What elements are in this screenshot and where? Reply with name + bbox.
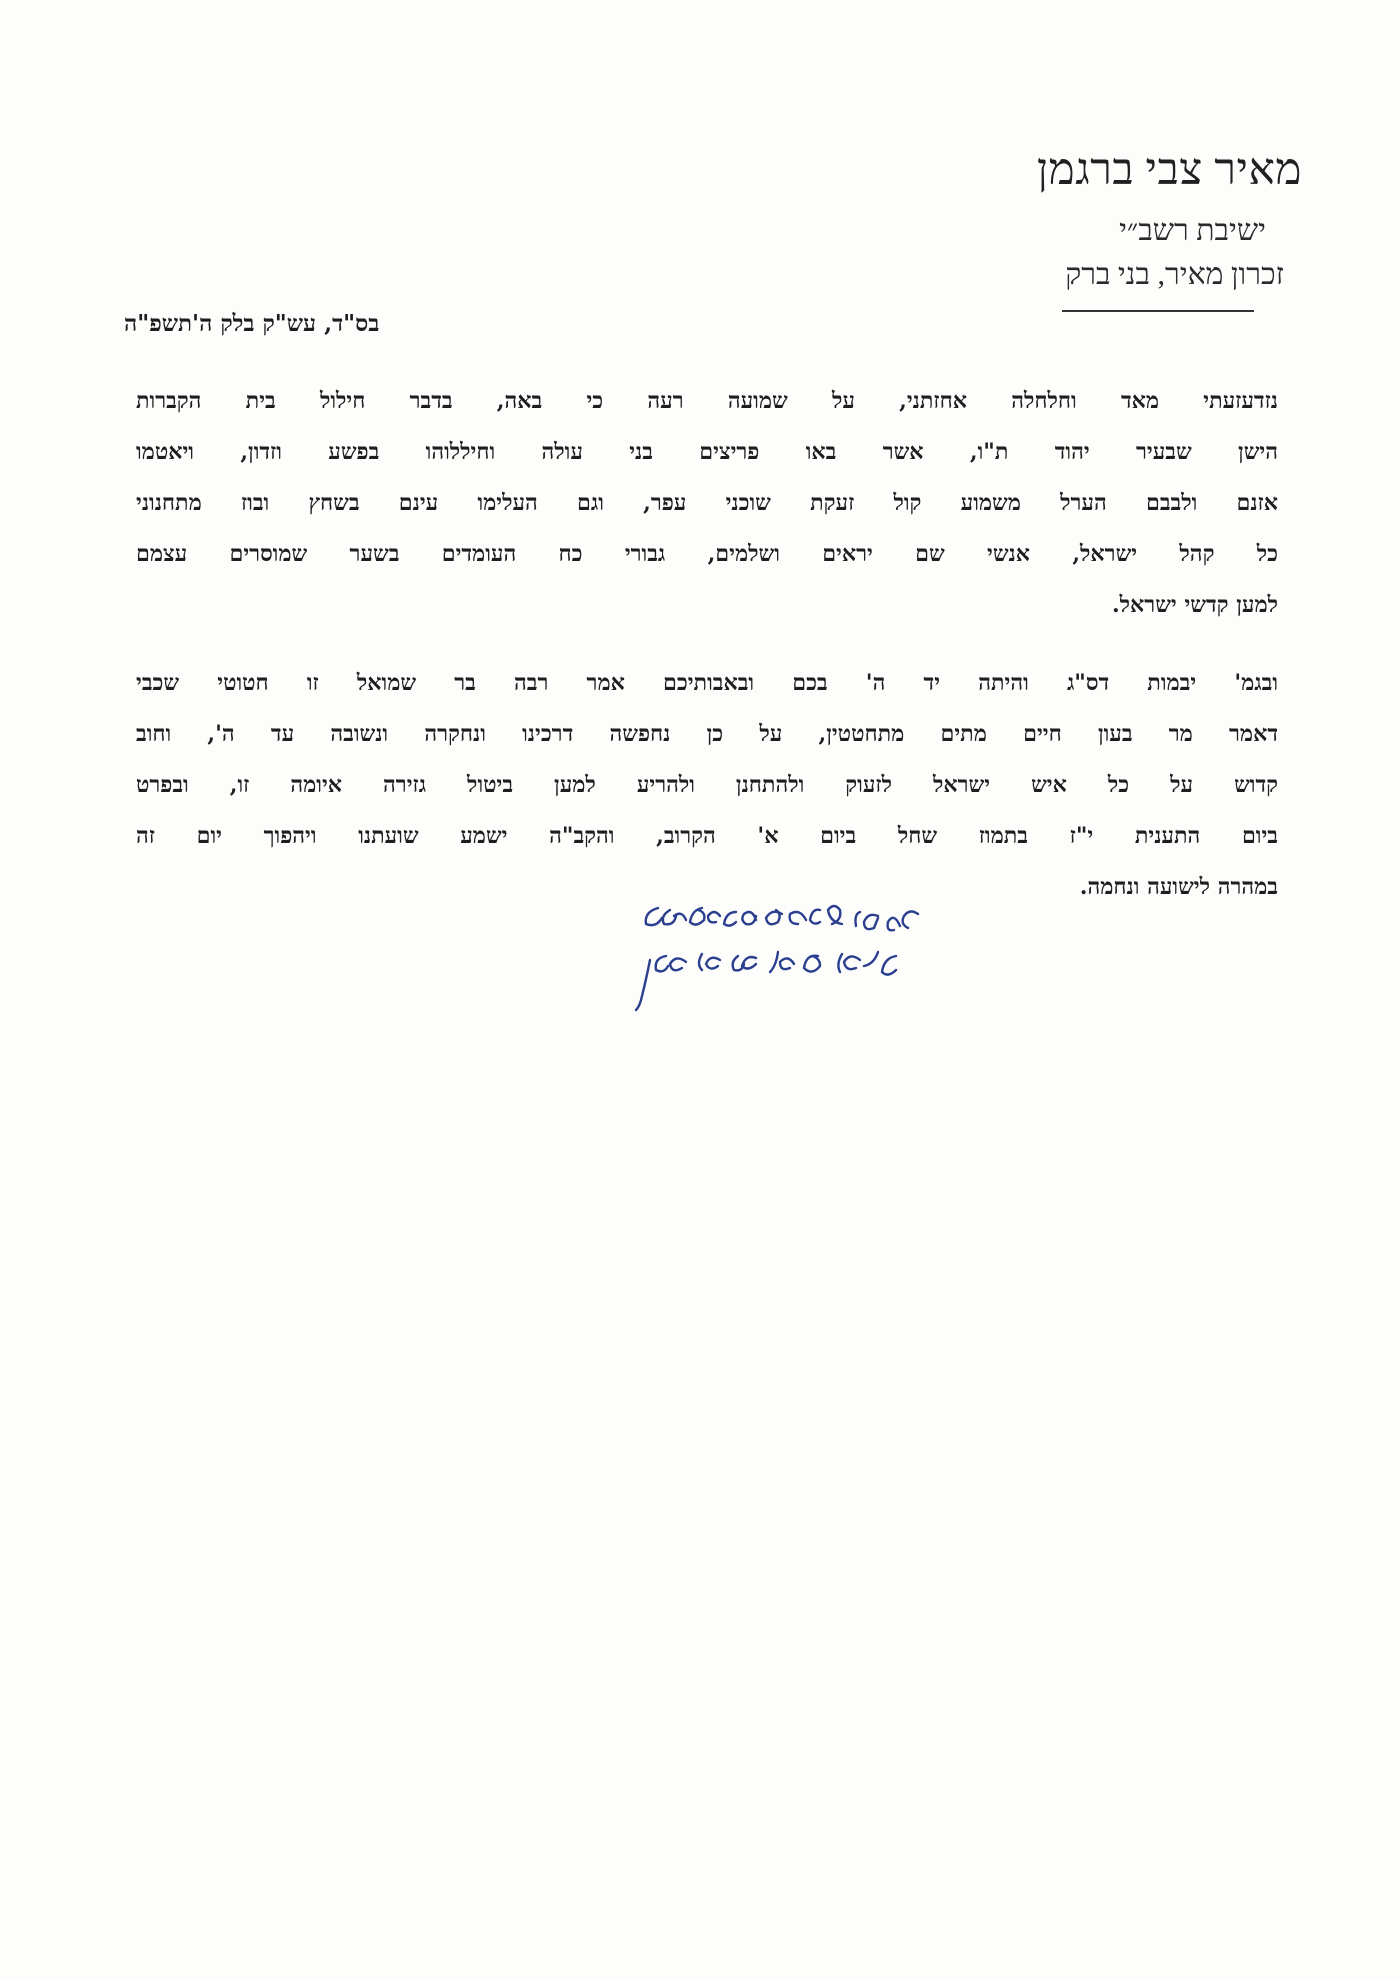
- body-line: ובגמ' יבמות דס"ג והיתה יד ה' בכם ובאבותיכם אמר רבה בר שמואל זו חטוטי שכבי: [136, 670, 1278, 696]
- body-line: אזנם ולבבם הערל משמוע קול זעקת שוכני עפר, וגם העלימו עינם בשחץ ובוז מתחנוני: [136, 490, 1278, 516]
- letterhead-address: זכרון מאיר, בני ברק: [1065, 258, 1284, 291]
- body-line: נזדעזעתי מאד וחלחלה אחזתני, על שמועה רעה כי באה, בדבר חילול בית הקברות: [136, 388, 1278, 414]
- body-line: כל קהל ישראל, אנשי שם יראים ושלמים, גבורי כח העומדים בשער שמוסרים עצמם: [136, 541, 1278, 567]
- handwritten-signature: [560, 886, 940, 1036]
- body-line: למען קדשי ישראל.: [1111, 592, 1278, 618]
- body-line: קדוש על כל איש ישראל לזעוק ולהתחנן ולהריע למען ביטול גזירה איומה זו, ובפרט: [136, 772, 1278, 798]
- letterhead-name: מאיר צבי ברגמן: [1036, 145, 1302, 194]
- letterhead: [742, 145, 1302, 291]
- signature-drawing: [560, 886, 940, 1036]
- letter-date-text: בס"ד, עש"ק בלק ה'תשפ"ה: [124, 310, 380, 337]
- letter-date: [124, 310, 524, 337]
- body-line: ביום התענית י"ז בתמוז שחל ביום א' הקרוב, והקב"ה ישמע שועתנו ויהפוך יום זה: [136, 823, 1278, 849]
- body-line: הישן שבעיר יהוד ת"ו, אשר באו פריצים בני עולה וחיללוהו בפשע וזדון, ויאטמו: [136, 439, 1278, 465]
- letterhead-divider: [1062, 310, 1254, 312]
- body-line: דאמר מר בעון חיים מתים מתחטטין, על כן נחפשה דרכינו ונחקרה ונשובה עד ה', וחוב: [136, 721, 1278, 747]
- body-line: במהרה לישועה ונחמה.: [1079, 874, 1278, 900]
- letterhead-institution: ישיבת רשב״י: [1119, 214, 1266, 247]
- body-paragraph-1: [136, 376, 1278, 631]
- body-paragraph-2: [136, 658, 1278, 913]
